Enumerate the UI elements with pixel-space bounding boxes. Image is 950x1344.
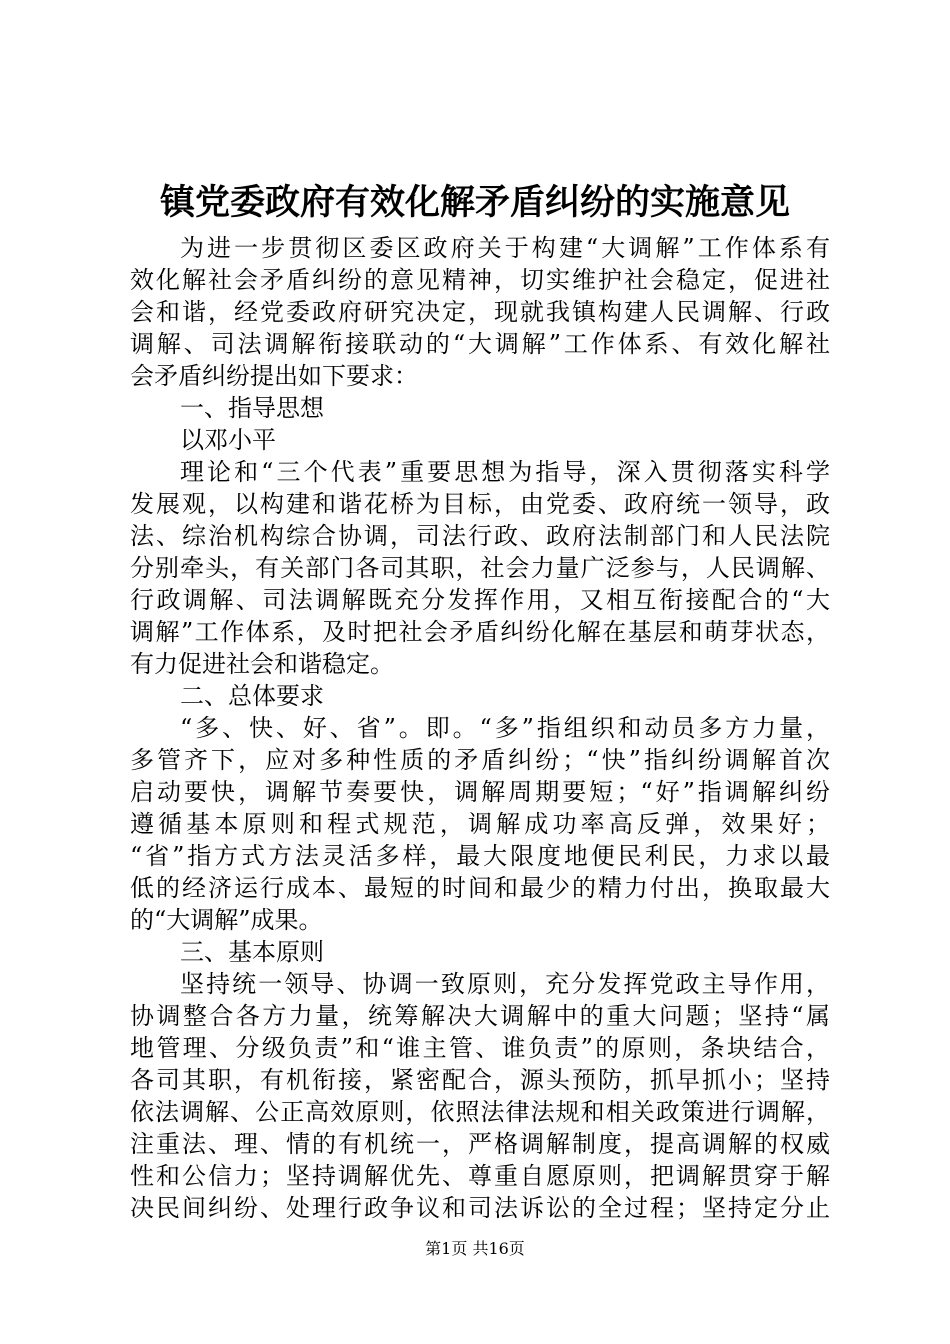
document-title: 镇党委政府有效化解矛盾纠纷的实施意见 — [159, 182, 790, 223]
text-line: 调解”工作体系，及时把社会矛盾纠纷化解在基层和萌芽状态， — [130, 618, 830, 646]
text-line: 理论和“三个代表”重要思想为指导，深入贯彻落实科学 — [180, 458, 830, 486]
text-line: 效化解社会矛盾纠纷的意见精神，切实维护社会稳定，促进社 — [130, 266, 830, 294]
text-line: 法、综治机构综合协调，司法行政、政府法制部门和人民法院 — [130, 522, 830, 550]
text-line: 一、指导思想 — [180, 394, 324, 422]
text-line: 以邓小平 — [180, 426, 276, 454]
text-line: 的“大调解”成果。 — [130, 906, 323, 934]
text-line: 分别牵头，有关部门各司其职，社会力量广泛参与，人民调解、 — [130, 554, 830, 582]
text-line: 遵循基本原则和程式规范，调解成功率高反弹，效果好； — [130, 810, 830, 838]
text-line: 性和公信力；坚持调解优先、尊重自愿原则，把调解贯穿于解 — [130, 1162, 830, 1190]
text-line: 决民间纠纷、处理行政争议和司法诉讼的全过程；坚持定分止 — [130, 1194, 830, 1222]
text-line: 地管理、分级负责”和“谁主管、谁负责”的原则，条块结合， — [130, 1034, 830, 1062]
text-line: 会和谐，经党委政府研究决定，现就我镇构建人民调解、行政 — [130, 298, 830, 326]
text-line: 会矛盾纠纷提出如下要求： — [130, 362, 418, 390]
text-line: 为进一步贯彻区委区政府关于构建“大调解”工作体系有 — [180, 234, 830, 262]
text-line: 发展观，以构建和谐花桥为目标，由党委、政府统一领导，政 — [130, 490, 830, 518]
page-footer: 第1页 共16页 — [425, 1239, 525, 1258]
text-line: 调解、司法调解衔接联动的“大调解”工作体系、有效化解社 — [130, 330, 830, 358]
text-line: 启动要快，调解节奏要快，调解周期要短；“好”指调解纠纷 — [130, 778, 830, 806]
text-line: 注重法、理、情的有机统一，严格调解制度，提高调解的权威 — [130, 1130, 830, 1158]
text-line: 三、基本原则 — [180, 938, 324, 966]
text-line: 协调整合各方力量，统筹解决大调解中的重大问题；坚持“属 — [130, 1002, 830, 1030]
text-line: 依法调解、公正高效原则，依照法律法规和相关政策进行调解， — [130, 1098, 830, 1126]
text-line: “省”指方式方法灵活多样，最大限度地便民利民，力求以最 — [130, 842, 830, 870]
text-line: 多管齐下，应对多种性质的矛盾纠纷；“快”指纠纷调解首次 — [130, 746, 830, 774]
text-line: 行政调解、司法调解既充分发挥作用，又相互衔接配合的“大 — [130, 586, 830, 614]
text-line: 有力促进社会和谐稳定。 — [130, 650, 394, 678]
text-line: 各司其职，有机衔接，紧密配合，源头预防，抓早抓小；坚持 — [130, 1066, 830, 1094]
document-body — [130, 232, 830, 1224]
text-line: 低的经济运行成本、最短的时间和最少的精力付出，换取最大 — [130, 874, 830, 902]
text-line: 坚持统一领导、协调一致原则，充分发挥党政主导作用， — [180, 970, 830, 998]
text-line: “多、快、好、省”。即。“多”指组织和动员多方力量， — [180, 714, 830, 742]
text-line: 二、总体要求 — [180, 682, 324, 710]
